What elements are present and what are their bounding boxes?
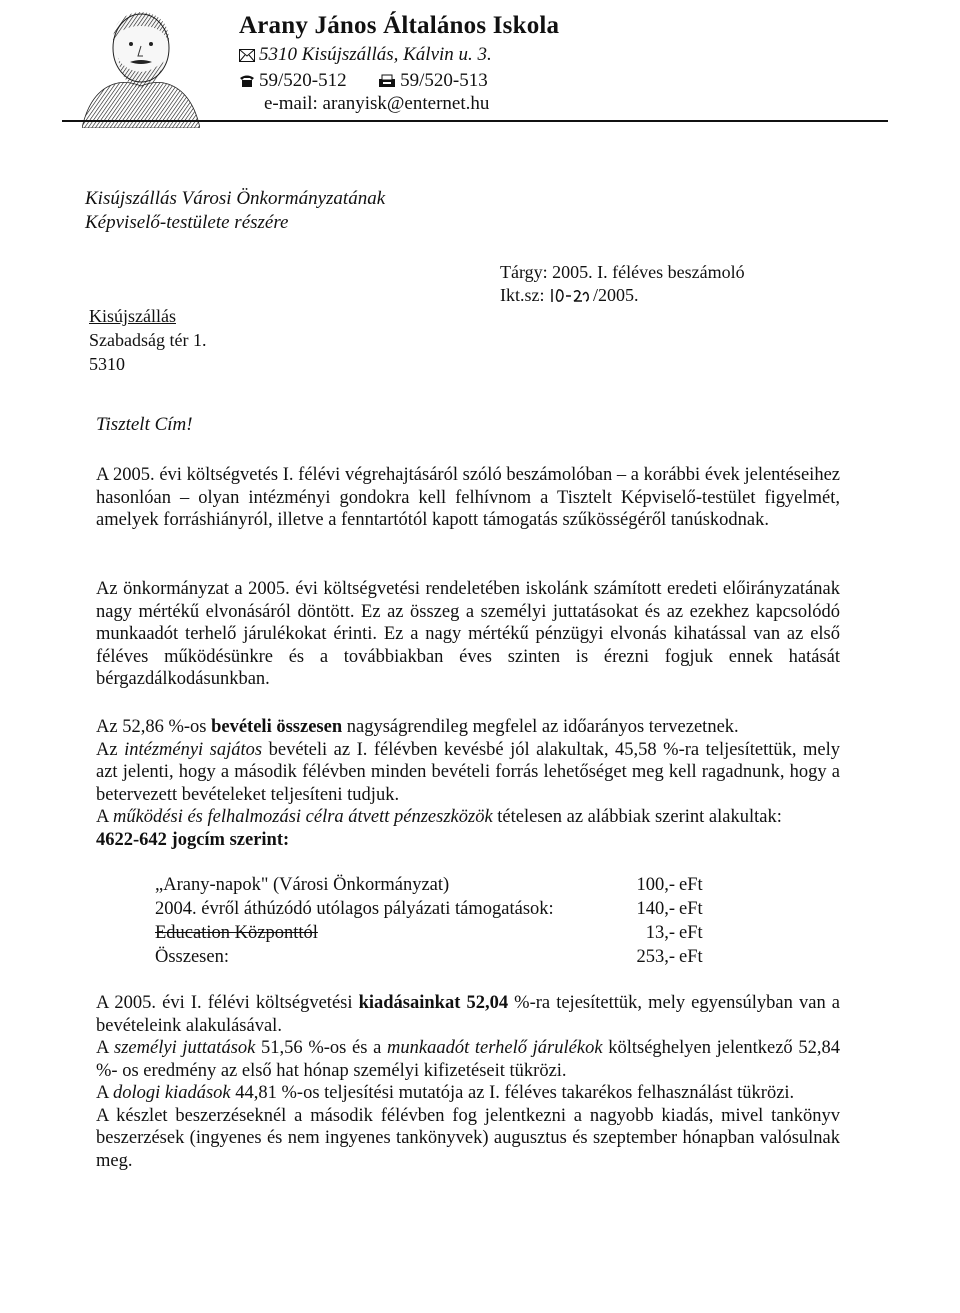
funds-table xyxy=(155,873,703,969)
paragraph-revenue xyxy=(96,716,840,851)
recipient-city: Kisújszállás xyxy=(89,306,176,326)
paragraph-budget-cut-text: Az önkormányzat a 2005. évi költségvetési rendeletében iskolánk számított eredeti előirányzatának nagy mértékű elvonásáról döntött. Ez az összeg a személyi juttatásokat és az ezekhez kapcsolódó munkaadót terhelő járulékokat érinti. Ez a nagy mértékű pénzügyi elvonás kihatással van az első féléves működésünkre és a továbbiakban éves szinten is érezni fogjuk ennek hatását bérgazdálkodásunkban. xyxy=(96,579,840,689)
file-number-line xyxy=(500,285,639,306)
text-fragment: 44,81 %-os teljesítési mutatója az I. féléves takarékos felhasználást tükrözi. xyxy=(230,1083,795,1103)
file-number-suffix: /2005. xyxy=(593,285,639,305)
recipient-zip: 5310 xyxy=(89,354,125,374)
row-amount: 100,- xyxy=(636,875,675,895)
telephone-icon xyxy=(239,74,255,88)
phone-number: 59/520-512 xyxy=(259,70,347,91)
emphasis-own-revenue: intézményi sajátos xyxy=(124,739,263,760)
row-unit: eFt xyxy=(679,947,703,967)
paragraph-intro xyxy=(96,464,840,532)
file-number-prefix: Ikt.sz: xyxy=(500,285,545,305)
row-label: 2004. évről áthúzódó utólagos pályázati támogatások: xyxy=(155,899,554,919)
greeting: Tisztelt Cím! xyxy=(96,414,193,435)
text-fragment: tételesen az alábbiak szerint alakultak: xyxy=(492,807,782,827)
transferred-funds-text xyxy=(96,806,840,829)
row-unit: eFt xyxy=(679,875,703,895)
text-fragment: A 2005. évi I. félévi költségvetési xyxy=(96,993,359,1013)
emphasis-material-costs: dologi kiadások xyxy=(112,1083,231,1103)
recipient-line-2: Képviselő-testülete részére xyxy=(85,212,289,233)
school-address-line xyxy=(239,44,492,66)
row-unit: eFt xyxy=(679,899,703,919)
school-address: 5310 Kisújszállás, Kálvin u. 3. xyxy=(259,44,492,65)
school-name: Arany János Általános Iskola xyxy=(239,12,560,39)
paragraph-expenditure xyxy=(96,992,840,1172)
expenditure-total-text xyxy=(96,992,840,1037)
emphasis-expenditure: kiadásainkat 52,04 xyxy=(358,993,509,1013)
row-label: Összesen: xyxy=(155,947,229,967)
recipient-line-1: Kisújszállás Városi Önkormányzatának xyxy=(85,188,386,209)
text-fragment: A xyxy=(96,807,113,827)
table-row-total xyxy=(155,945,703,969)
own-revenue-text xyxy=(96,739,840,807)
contact-line xyxy=(239,70,488,92)
portrait-engraving xyxy=(82,0,200,128)
text-fragment: nagyságrendileg megfelel az időarányos tervezetnek. xyxy=(342,717,739,737)
fax-number: 59/520-513 xyxy=(400,70,488,91)
procurement-text: A készlet beszerzéseknél a második félévben fog jelentkezni a nagyobb kiadás, mivel tankönyv beszerzések (ingyenes és nem ingyenes tankönyvek) augusztus és szeptember hónapban valósulnak meg. xyxy=(96,1105,840,1171)
fax-icon xyxy=(378,74,396,88)
row-label: „Arany-napok" (Városi Önkormányzat) xyxy=(155,875,450,895)
table-row xyxy=(155,897,703,921)
table-row xyxy=(155,921,703,945)
row-unit: eFt xyxy=(679,923,703,943)
subject-line: Tárgy: 2005. I. féléves beszámoló xyxy=(500,262,745,282)
handwritten-file-number xyxy=(549,286,593,304)
email-address: e-mail: aranyisk@enternet.hu xyxy=(264,93,490,114)
table-row xyxy=(155,873,703,897)
text-fragment: Az xyxy=(96,739,125,760)
envelope-icon xyxy=(239,49,255,62)
material-costs-text xyxy=(96,1082,840,1105)
category-code: 4622-642 jogcím szerint: xyxy=(96,829,290,850)
struck-label: Education Központtól xyxy=(155,923,318,943)
row-amount: 13,- xyxy=(645,923,675,943)
text-fragment: 51,56 %-os és a xyxy=(255,1038,388,1058)
text-fragment: A xyxy=(96,1038,115,1058)
emphasis-revenue-total: bevételi összesen xyxy=(211,717,343,737)
emphasis-personnel: személyi juttatások xyxy=(114,1038,256,1058)
emphasis-transferred-funds: működési és felhalmozási célra átvett pénzeszközök xyxy=(112,807,493,827)
paragraph-budget-cut xyxy=(96,578,840,691)
row-label xyxy=(155,921,615,945)
row-amount: 140,- xyxy=(636,899,675,919)
emphasis-employer-contributions: munkaadót terhelő járulékok xyxy=(387,1038,603,1058)
text-fragment: %-ra tejesítettük, mely egyensúlyban van a bevételeink alakulásával. xyxy=(96,993,840,1036)
text-fragment: A xyxy=(96,1083,113,1103)
text-fragment: Az 52,86 %-os xyxy=(96,717,212,737)
paragraph-intro-text: A 2005. évi költségvetés I. félévi végrehajtásáról szóló beszámolóban – a korábbi évek jelentéseihez hasonlóan – olyan intézményi gondokra kell felhívnom a Tisztelt Képviselő-testület figyelmét, amelyek forráshiányról, illetve a fenntartótól kapott támogatás szűkösségéről tanúskodnak. xyxy=(96,465,840,530)
text-fragment: bevételi az I. félévben kevésbé jól alakultak, 45,58 %-ra teljesítettük, mely azt jelenti, hogy a második félévben minden bevételi forrás lehetőséget meg kell ragadnunk, hogy a betervezett bevételeket teljesíteni tudjuk. xyxy=(96,739,841,805)
revenue-total-line xyxy=(96,716,840,739)
personnel-costs-text xyxy=(96,1037,840,1082)
row-amount: 253,- xyxy=(636,947,675,967)
header-divider xyxy=(62,120,888,122)
text-fragment: költséghelyen jelentkező 52,84 %- os eredmény az első hat hónap személyi kifizetéseit tükrözi. xyxy=(96,1038,840,1081)
recipient-street: Szabadság tér 1. xyxy=(89,330,207,350)
